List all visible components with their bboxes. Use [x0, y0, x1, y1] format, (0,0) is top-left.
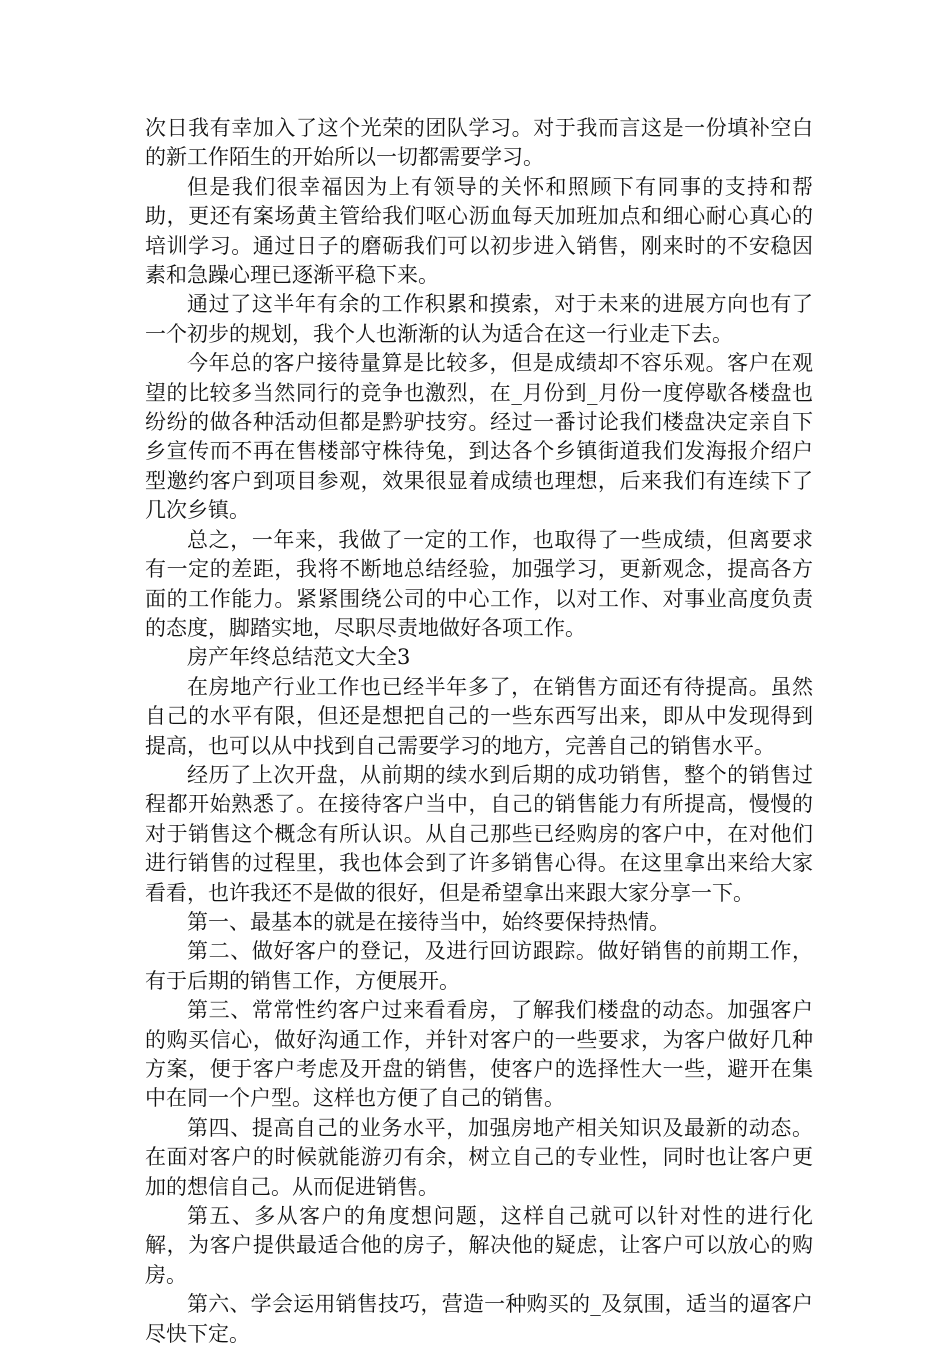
- paragraph: 今年总的客户接待量算是比较多，但是成绩却不容乐观。客户在观望的比较多当然同行的竞争也激烈，在_月份到_月份一度停歇各楼盘也纷纷的做各种活动但都是黔驴技穷。经过一番讨论我们楼盘决定亲自下乡宣传而不再在售楼部守株待兔，到达各个乡镇街道我们发海报介绍户型邀约客户到项目参观，效果很显着成绩也理想，后来我们有连续下了几次乡镇。: [145, 351, 813, 523]
- paragraph: 总之，一年来，我做了一定的工作，也取得了一些成绩，但离要求有一定的差距，我将不断地总结经验，加强学习，更新观念，提高各方面的工作能力。紧紧围绕公司的中心工作，以对工作、对事业高度负责的态度，脚踏实地，尽职尽责地做好各项工作。: [145, 527, 813, 640]
- paragraph: 经历了上次开盘，从前期的续水到后期的成功销售，整个的销售过程都开始熟悉了。在接待客户当中，自己的销售能力有所提高，慢慢的对于销售这个概念有所认识。从自己那些已经购房的客户中，在对他们进行销售的过程里，我也体会到了许多销售心得。在这里拿出来给大家看看，也许我还不是做的很好，但是希望拿出来跟大家分享一下。: [145, 762, 813, 905]
- list-item: 第四、提高自己的业务水平，加强房地产相关知识及最新的动态。在面对客户的时候就能游刃有余，树立自己的专业性，同时也让客户更加的想信自己。从而促进销售。: [145, 1115, 813, 1199]
- list-item: 第五、多从客户的角度想问题，这样自己就可以针对性的进行化解，为客户提供最适合他的房子，解决他的疑虑，让客户可以放心的购房。: [145, 1204, 813, 1287]
- list-item: 第二、做好客户的登记，及进行回访跟踪。做好销售的前期工作，有于后期的销售工作，方便展开。: [145, 939, 813, 993]
- paragraph: 在房地产行业工作也已经半年多了，在销售方面还有待提高。虽然自己的水平有限，但还是想把自己的一些东西写出来，即从中发现得到提高，也可以从中找到自己需要学习的地方，完善自己的销售水平。: [145, 674, 813, 758]
- document-body: [145, 114, 813, 1349]
- list-item: 第一、最基本的就是在接待当中，始终要保持热情。: [187, 909, 670, 934]
- paragraph-intro: 次日我有幸加入了这个光荣的团队学习。对于我而言这是一份填补空白的新工作陌生的开始所以一切都需要学习。: [145, 116, 813, 170]
- section-heading: 房产年终总结范文大全3: [187, 645, 411, 670]
- list-item: 第三、常常性约客户过来看看房，了解我们楼盘的动态。加强客户的购买信心，做好沟通工作，并针对客户的一些要求，为客户做好几种方案，便于客户考虑及开盘的销售，使客户的选择性大一些，避开在集中在同一个户型。这样也方便了自己的销售。: [145, 998, 813, 1111]
- list-item: 第六、学会运用销售技巧，营造一种购买的_及氛围，适当的逼客户尽快下定。: [145, 1292, 813, 1346]
- paragraph: 但是我们很幸福因为上有领导的关怀和照顾下有同事的支持和帮助，更还有案场黄主管给我们呕心沥血每天加班加点和细心耐心真心的培训学习。通过日子的磨砺我们可以初步进入销售，刚来时的不安稳因素和急躁心理已逐渐平稳下来。: [145, 174, 813, 288]
- paragraph: 通过了这半年有余的工作积累和摸索，对于未来的进展方向也有了一个初步的规划，我个人也渐渐的认为适合在这一行业走下去。: [145, 292, 813, 346]
